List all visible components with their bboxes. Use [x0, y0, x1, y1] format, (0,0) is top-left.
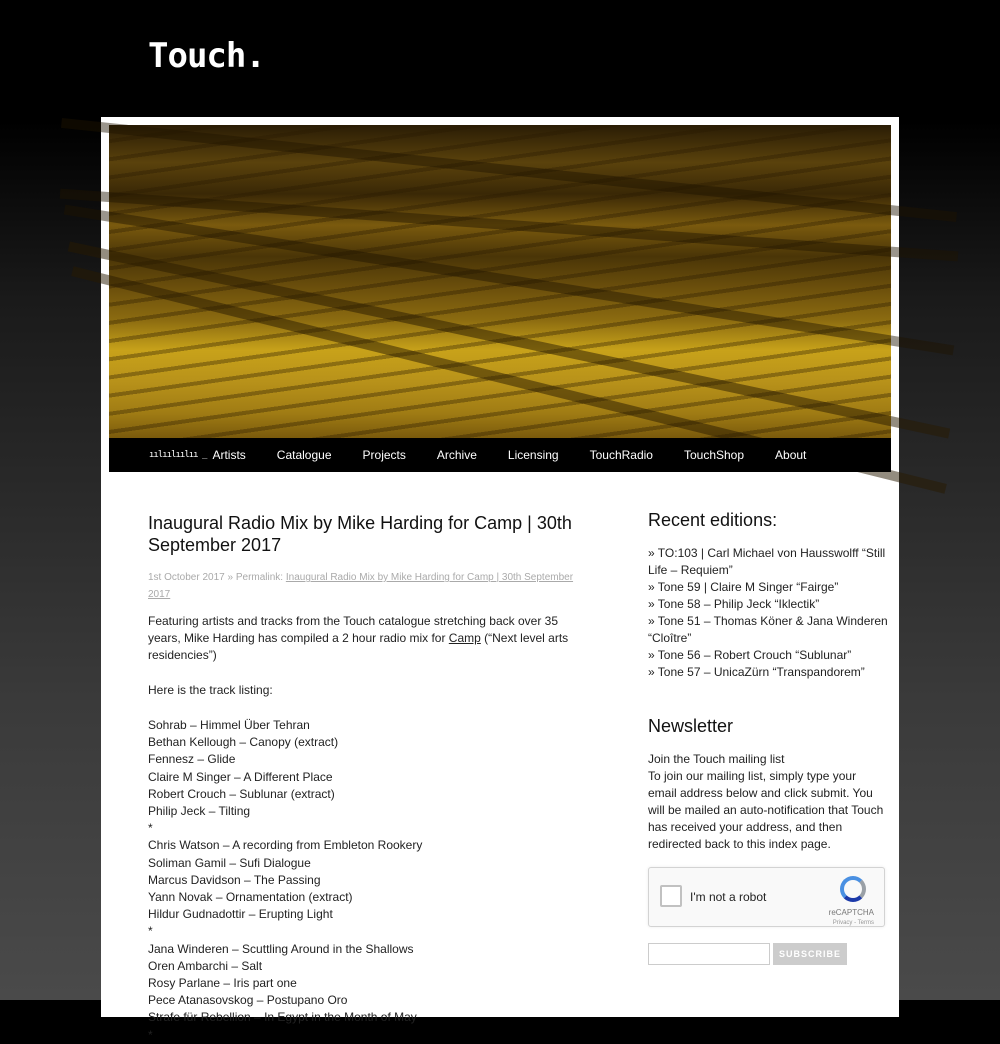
- permalink-prefix: » Permalink:: [227, 572, 284, 583]
- site-logo[interactable]: Touch.: [148, 36, 265, 76]
- track-item: Philip Jeck – Tilting: [148, 804, 251, 819]
- edition-link[interactable]: » Tone 59 | Claire M Singer “Fairge”: [648, 580, 839, 594]
- track-item: Yann Novak – Ornamentation (extract): [148, 890, 353, 905]
- track-separator: *: [148, 924, 153, 939]
- edition-link[interactable]: » TO:103 | Carl Michael von Hausswolff “Still Life – Requiem”: [648, 546, 886, 577]
- main-nav: [109, 438, 891, 472]
- subscribe-button[interactable]: SUBSCRIBE: [773, 943, 847, 965]
- nav-item-touchradio[interactable]: TouchRadio: [589, 448, 653, 462]
- nav-item-archive[interactable]: Archive: [436, 448, 477, 462]
- recent-editions-title: Recent editions:: [648, 510, 778, 530]
- track-separator: *: [148, 1027, 153, 1042]
- track-item: Claire M Singer – A Different Place: [148, 769, 333, 784]
- track-item: Oren Ambarchi – Salt: [148, 958, 263, 973]
- nav-item-touchshop[interactable]: TouchShop: [683, 448, 745, 462]
- edition-link[interactable]: » Tone 58 – Philip Jeck “Iklectik”: [648, 597, 820, 611]
- newsletter-intro: Join the Touch mailing list: [648, 752, 785, 766]
- track-item: Sohrab – Himmel Über Tehran: [148, 718, 310, 732]
- main-content: [148, 512, 593, 1044]
- nav-logo-icon[interactable]: ıılıılıılıı _: [149, 450, 207, 460]
- post-date: 1st October 2017: [148, 572, 225, 583]
- nav-item-projects[interactable]: Projects: [362, 448, 406, 462]
- recaptcha-checkbox[interactable]: [660, 885, 682, 907]
- header-banner-image: [109, 125, 891, 438]
- post-title[interactable]: Inaugural Radio Mix by Mike Harding for Camp | 30th September 2017: [148, 513, 572, 555]
- track-item: Robert Crouch – Sublunar (extract): [148, 786, 335, 801]
- email-input[interactable]: [648, 943, 770, 965]
- nav-item-artists[interactable]: Artists: [212, 448, 246, 462]
- track-item: Chris Watson – A recording from Embleton Rookery: [148, 838, 423, 853]
- subscribe-form: [648, 943, 888, 965]
- intro-text: Featuring artists and tracks from the Touch catalogue stretching back over 35 years, Mike Harding has compiled a 2 hour radio mix for: [148, 614, 558, 645]
- track-list: [148, 717, 593, 1044]
- newsletter-title: Newsletter: [648, 716, 734, 736]
- track-item: Marcus Davidson – The Passing: [148, 872, 321, 887]
- track-item: Pece Atanasovskog – Postupano Oro: [148, 993, 348, 1008]
- recent-editions-list: [648, 545, 888, 681]
- track-separator: *: [148, 821, 153, 836]
- recaptcha-brand: reCAPTCHA: [828, 908, 874, 917]
- edition-link[interactable]: » Tone 57 – UnicaZürn “Transpandorem”: [648, 665, 865, 679]
- recaptcha-logo-icon: [840, 876, 866, 902]
- recaptcha-widget: [648, 867, 885, 927]
- newsletter-body: To join our mailing list, simply type your email address below and click submit. You will be mailed an auto-notification that Touch has received your address, and then redirected back to this index page.: [648, 769, 884, 851]
- track-item: Hildur Gudnadottir – Erupting Light: [148, 907, 333, 922]
- post-meta: [148, 569, 593, 603]
- track-listing-heading: Here is the track listing:: [148, 683, 273, 697]
- page-container: [101, 117, 899, 1042]
- track-item: Rosy Parlane – Iris part one: [148, 976, 297, 991]
- track-item: Strafe für Rebellion – In Egypt in the Month of May: [148, 1010, 417, 1025]
- permalink-link[interactable]: Inaugural Radio Mix by Mike Harding for Camp | 30th September 2017: [148, 572, 574, 600]
- newsletter-section: [648, 718, 888, 965]
- nav-item-about[interactable]: About: [775, 448, 807, 462]
- sidebar: [648, 512, 888, 965]
- track-item: Soliman Gamil – Sufi Dialogue: [148, 855, 311, 870]
- track-item: Bethan Kellough – Canopy (extract): [148, 735, 339, 750]
- camp-link[interactable]: Camp: [448, 631, 481, 645]
- recaptcha-terms[interactable]: Privacy - Terms: [832, 920, 874, 926]
- intro-text-after: (“Next level arts residencies”): [148, 631, 569, 662]
- nav-item-licensing[interactable]: Licensing: [507, 448, 559, 462]
- edition-link[interactable]: » Tone 51 – Thomas Köner & Jana Winderen “Cloître”: [648, 614, 888, 645]
- track-item: Jana Winderen – Scuttling Around in the Shallows: [148, 941, 414, 956]
- track-item: Fennesz – Glide: [148, 752, 236, 767]
- edition-link[interactable]: » Tone 56 – Robert Crouch “Sublunar”: [648, 648, 852, 662]
- nav-item-catalogue[interactable]: Catalogue: [276, 448, 332, 462]
- post-intro: [148, 613, 593, 664]
- recaptcha-label: I'm not a robot: [690, 890, 767, 904]
